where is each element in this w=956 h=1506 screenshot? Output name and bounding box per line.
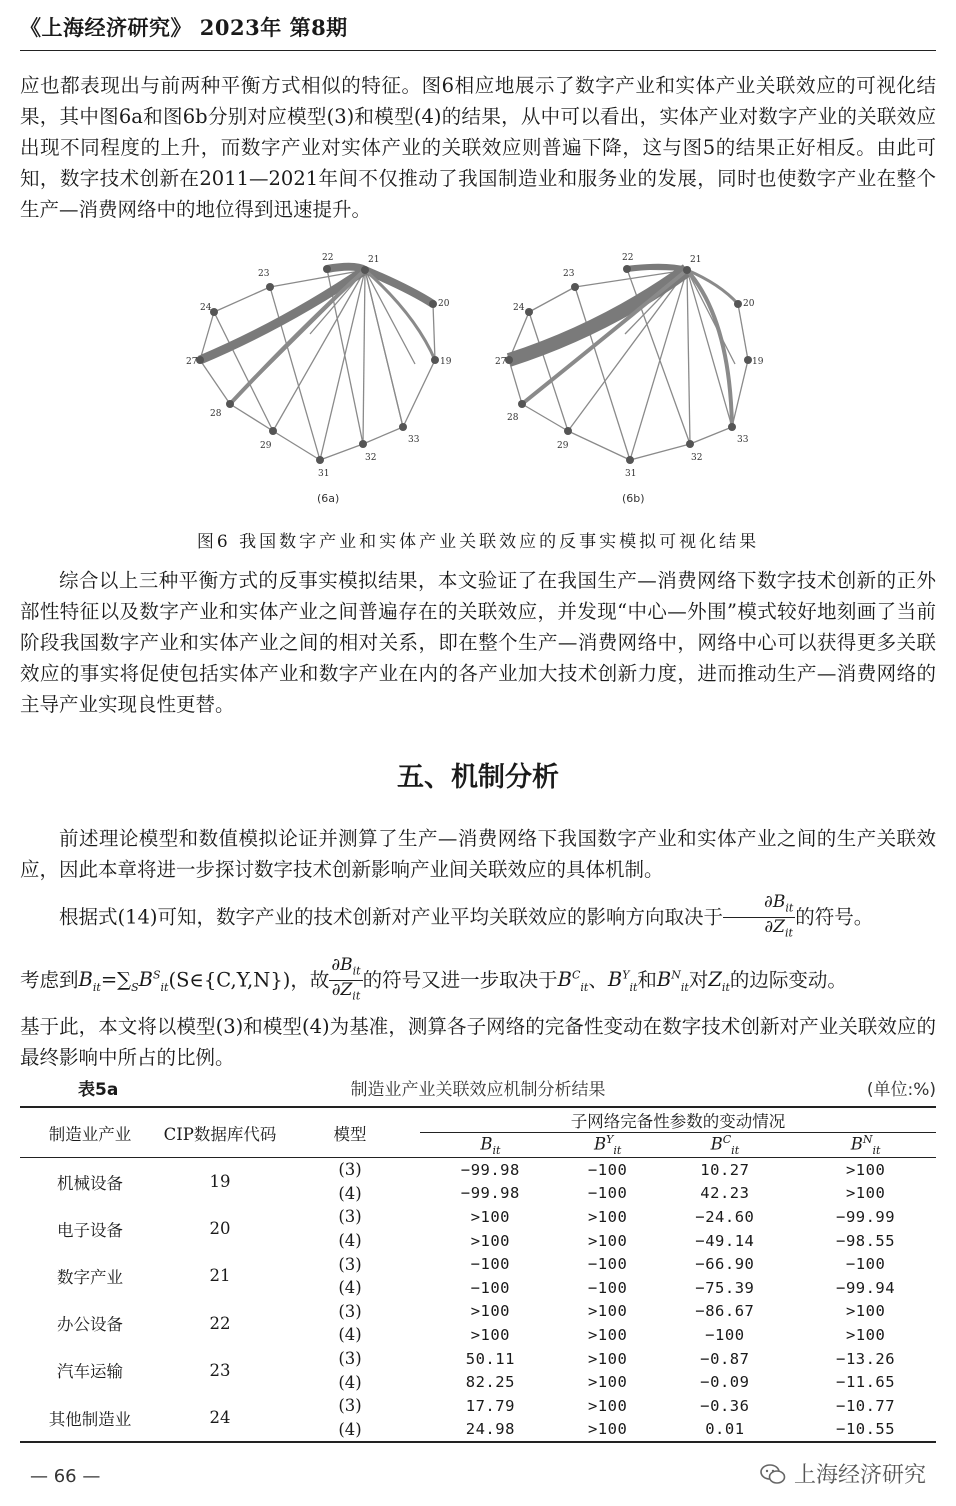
node-label: 28 bbox=[507, 413, 519, 423]
cell-code: 22 bbox=[209, 1313, 231, 1333]
node-32 bbox=[359, 440, 367, 448]
cell-industry: 其他制造业 bbox=[48, 1409, 132, 1429]
cell-value: −99.94 bbox=[836, 1278, 896, 1297]
node-label: 19 bbox=[440, 357, 452, 367]
cell-value: −86.67 bbox=[695, 1302, 755, 1321]
node-24 bbox=[525, 308, 533, 316]
brand-name: 上海经济研究 bbox=[793, 1463, 926, 1488]
paragraph-4-text-b: 的符号。 bbox=[795, 905, 874, 929]
wechat-icon bbox=[760, 1463, 786, 1485]
cell-model: (3) bbox=[338, 1207, 362, 1227]
cell-value: −75.39 bbox=[695, 1278, 755, 1297]
cell-code: 21 bbox=[209, 1266, 231, 1286]
node-label: 24 bbox=[513, 303, 525, 313]
cell-value: −0.36 bbox=[700, 1396, 750, 1415]
section-title: 五、机制分析 bbox=[397, 762, 559, 793]
cell-value: −100 bbox=[470, 1278, 511, 1297]
cell-value: −100 bbox=[587, 1255, 628, 1274]
node-label: 33 bbox=[408, 435, 420, 445]
col-header-bc: $B^C_{it}$ bbox=[655, 1133, 796, 1158]
paragraph-5: 考虑到$B_{it}=\sum_SB^S_{it}(S\in\{C,Y,N\})$，故 $\frac{\partial B_{it}}{\partial Z_{it}}$ 的符号又进一步取决于$B^C_{it}$、$B^Y_{it}$和$B^N_{it}$对$Z_{it}$的边际变动。 bbox=[20, 956, 936, 1006]
cell-value: −24.60 bbox=[695, 1207, 755, 1226]
node-label: 23 bbox=[258, 269, 270, 279]
node-label: 19 bbox=[752, 357, 764, 367]
paragraph-2: 综合以上三种平衡方式的反事实模拟结果，本文验证了在我国生产—消费网络下数字技术创新的正外部性特征以及数字产业和实体产业之间普遍存在的关联效应，并发现“中心—外围”模式较好地刻画了当前阶段我国数字产业和实体产业之间的相对关系，即在整个生产—消费网络中，网络中心可以获得更多关联效应的事实将促使包括实体产业和数字产业在内的各产业加大技术创新力度，进而推动生产—消费网络的主导产业实现良性更替。 bbox=[20, 569, 936, 716]
paragraph-4-text-a: 根据式(14)可知，数字产业的技术创新对产业平均关联效应的影响方向取决于 bbox=[59, 905, 724, 929]
cell-value: −0.87 bbox=[700, 1349, 750, 1368]
col-header-industry: 制造业产业 bbox=[20, 1107, 160, 1158]
table-row bbox=[20, 1300, 936, 1324]
node-19 bbox=[744, 356, 752, 364]
cell-value: >100 bbox=[845, 1325, 886, 1344]
cell-value: −100 bbox=[587, 1160, 628, 1179]
node-28 bbox=[518, 400, 526, 408]
node-31 bbox=[316, 456, 324, 464]
cell-model: (3) bbox=[338, 1396, 362, 1416]
cell-value: −11.65 bbox=[836, 1373, 896, 1392]
cell-value: >100 bbox=[845, 1160, 886, 1179]
figure-6b bbox=[495, 244, 765, 518]
cell-value: 82.25 bbox=[465, 1373, 515, 1392]
brand-watermark bbox=[760, 1458, 926, 1489]
cell-value: >100 bbox=[587, 1207, 628, 1226]
partial-derivative: $\frac{\partial B_{it}}{\partial Z_{it}}$ bbox=[723, 893, 795, 943]
page-number: — 66 — bbox=[30, 1466, 101, 1487]
cell-value: >100 bbox=[845, 1302, 886, 1321]
table-heading bbox=[20, 1075, 936, 1099]
cell-value: 42.23 bbox=[700, 1184, 750, 1203]
cell-industry: 办公设备 bbox=[57, 1315, 123, 1335]
node-label: 29 bbox=[557, 441, 569, 451]
cell-value: >100 bbox=[470, 1231, 511, 1250]
cell-value: −100 bbox=[705, 1325, 745, 1344]
table-number: 表5a bbox=[78, 1080, 119, 1100]
table-row bbox=[20, 1158, 936, 1182]
node-label: 20 bbox=[743, 299, 755, 309]
network-graph-6b bbox=[495, 244, 765, 514]
cell-value: 17.79 bbox=[465, 1396, 515, 1415]
node-label: 21 bbox=[368, 255, 380, 265]
cell-value: >100 bbox=[587, 1373, 628, 1392]
table-title: 制造业产业关联效应机制分析结果 bbox=[350, 1080, 606, 1100]
cell-value: >100 bbox=[587, 1325, 628, 1344]
mechanism-table bbox=[20, 1106, 936, 1443]
cell-value: >100 bbox=[587, 1231, 628, 1250]
cell-value: −99.98 bbox=[460, 1160, 520, 1179]
node-22 bbox=[323, 265, 331, 273]
cell-value: −98.55 bbox=[836, 1231, 896, 1250]
node-label: 27 bbox=[186, 357, 198, 367]
node-label: 22 bbox=[322, 253, 334, 263]
cell-value: −10.77 bbox=[836, 1396, 896, 1415]
table-row bbox=[20, 1347, 936, 1371]
table-unit: (单位:%) bbox=[866, 1080, 936, 1100]
node-23 bbox=[571, 283, 579, 291]
cell-value: 10.27 bbox=[700, 1160, 750, 1179]
cell-value: >100 bbox=[587, 1396, 628, 1415]
col-header-code: CIP数据库代码 bbox=[160, 1107, 280, 1158]
node-label: 32 bbox=[691, 453, 703, 463]
figure-6a bbox=[186, 244, 452, 518]
cell-model: (4) bbox=[338, 1325, 362, 1345]
cell-industry: 数字产业 bbox=[57, 1267, 123, 1287]
cell-code: 23 bbox=[209, 1360, 231, 1380]
node-23 bbox=[266, 283, 274, 291]
cell-model: (4) bbox=[338, 1278, 362, 1298]
cell-model: (3) bbox=[338, 1160, 362, 1180]
cell-model: (4) bbox=[338, 1372, 362, 1392]
col-header-b: $B_{it}$ bbox=[420, 1133, 561, 1158]
node-label: 32 bbox=[365, 453, 377, 463]
node-21 bbox=[683, 266, 691, 274]
cell-model: (3) bbox=[338, 1254, 362, 1274]
paragraph-1: 应也都表现出与前两种平衡方式相似的特征。图6相应地展示了数字产业和实体产业关联效应的可视化结果，其中图6a和图6b分别对应模型(3)和模型(4)的结果，从中可以看出，实体产业对数字产业的关联效应出现不同程度的上升，而数字产业对实体产业的关联效应则普遍下降，这与图5的结果正好相反。由此可知，数字技术创新在2011—2021年间不仅推动了我国制造业和服务业的发展，同时也使数字产业在整个生产—消费网络中的地位得到迅速提升。 bbox=[20, 74, 936, 221]
cell-value: >100 bbox=[845, 1184, 886, 1203]
node-label: 31 bbox=[625, 469, 637, 479]
col-header-model: 模型 bbox=[280, 1107, 420, 1158]
node-label: 31 bbox=[318, 469, 330, 479]
node-22 bbox=[623, 265, 631, 273]
network-graph-6a bbox=[186, 244, 452, 514]
cell-value: −49.14 bbox=[695, 1231, 755, 1250]
node-19 bbox=[431, 356, 439, 364]
node-label: 20 bbox=[438, 299, 450, 309]
node-label: 23 bbox=[563, 269, 575, 279]
col-header-group: 子网络完备性参数的变动情况 bbox=[420, 1107, 936, 1133]
cell-model: (3) bbox=[338, 1301, 362, 1321]
cell-value: >100 bbox=[587, 1420, 628, 1439]
cell-value: −99.99 bbox=[836, 1207, 896, 1226]
cell-value: −0.09 bbox=[700, 1373, 750, 1392]
node-20 bbox=[734, 300, 742, 308]
node-label: 33 bbox=[737, 435, 749, 445]
cell-value: >100 bbox=[587, 1302, 628, 1321]
table-row bbox=[20, 1252, 936, 1276]
partial-derivative: $\frac{\partial B_{it}}{\partial Z_{it}}$ bbox=[331, 955, 361, 1003]
cell-value: >100 bbox=[470, 1302, 511, 1321]
cell-value: −99.98 bbox=[460, 1184, 520, 1203]
cell-value: >100 bbox=[470, 1207, 511, 1226]
cell-value: −66.90 bbox=[695, 1255, 755, 1274]
figure-caption: 图6 我国数字产业和实体产业关联效应的反事实模拟可视化结果 bbox=[196, 532, 760, 552]
cell-industry: 电子设备 bbox=[57, 1220, 123, 1240]
node-label: 24 bbox=[200, 303, 212, 313]
node-20 bbox=[429, 300, 437, 308]
panel-label-6b: (6b) bbox=[622, 492, 645, 505]
cell-code: 20 bbox=[209, 1219, 231, 1239]
node-label: 21 bbox=[690, 255, 702, 265]
node-label: 27 bbox=[495, 357, 507, 367]
cell-industry: 机械设备 bbox=[57, 1173, 123, 1193]
cell-value: 24.98 bbox=[465, 1420, 515, 1439]
cell-value: −100 bbox=[587, 1278, 628, 1297]
cell-value: >100 bbox=[470, 1325, 511, 1344]
node-label: 29 bbox=[260, 441, 272, 451]
cell-model: (3) bbox=[338, 1349, 362, 1369]
cell-model: (4) bbox=[338, 1231, 362, 1251]
cell-value: −13.26 bbox=[836, 1349, 896, 1368]
node-33 bbox=[399, 423, 407, 431]
cell-value: 50.11 bbox=[465, 1349, 515, 1368]
node-label: 22 bbox=[622, 253, 634, 263]
node-label: 28 bbox=[210, 409, 222, 419]
paragraph-6: 基于此，本文将以模型(3)和模型(4)为基准，测算各子网络的完备性变动在数字技术创新对产业关联效应的最终影响中所占的比例。 bbox=[20, 1015, 936, 1069]
table-row bbox=[20, 1394, 936, 1418]
paragraph-3: 前述理论模型和数值模拟论证并测算了生产—消费网络下我国数字产业和实体产业之间的生产关联效应，因此本章将进一步探讨数字技术创新影响产业间关联效应的具体机制。 bbox=[20, 827, 936, 881]
node-21 bbox=[361, 266, 369, 274]
cell-value: 0.01 bbox=[705, 1420, 745, 1439]
node-33 bbox=[728, 423, 736, 431]
cell-value: −100 bbox=[845, 1255, 886, 1274]
cell-value: −100 bbox=[587, 1184, 628, 1203]
paragraph-4 bbox=[20, 893, 936, 943]
col-header-bn: $B^N_{it}$ bbox=[795, 1133, 936, 1158]
node-29 bbox=[269, 427, 277, 435]
table-body bbox=[20, 1158, 936, 1443]
panel-label-6a: (6a) bbox=[317, 492, 340, 505]
cell-model: (4) bbox=[338, 1419, 362, 1439]
cell-value: >100 bbox=[587, 1349, 628, 1368]
cell-industry: 汽车运输 bbox=[57, 1362, 123, 1382]
table-row bbox=[20, 1205, 936, 1229]
node-32 bbox=[686, 440, 694, 448]
cell-model: (4) bbox=[338, 1183, 362, 1203]
node-31 bbox=[626, 456, 634, 464]
col-header-by: $B^Y_{it}$ bbox=[561, 1133, 655, 1158]
cell-code: 19 bbox=[209, 1172, 231, 1192]
cell-value: −10.55 bbox=[836, 1420, 896, 1439]
cell-value: −100 bbox=[470, 1255, 511, 1274]
header-rule bbox=[20, 50, 936, 51]
cell-code: 24 bbox=[209, 1408, 231, 1428]
journal-header: 《上海经济研究》 2023年 第8期 bbox=[20, 15, 348, 40]
node-28 bbox=[226, 400, 234, 408]
node-29 bbox=[564, 427, 572, 435]
